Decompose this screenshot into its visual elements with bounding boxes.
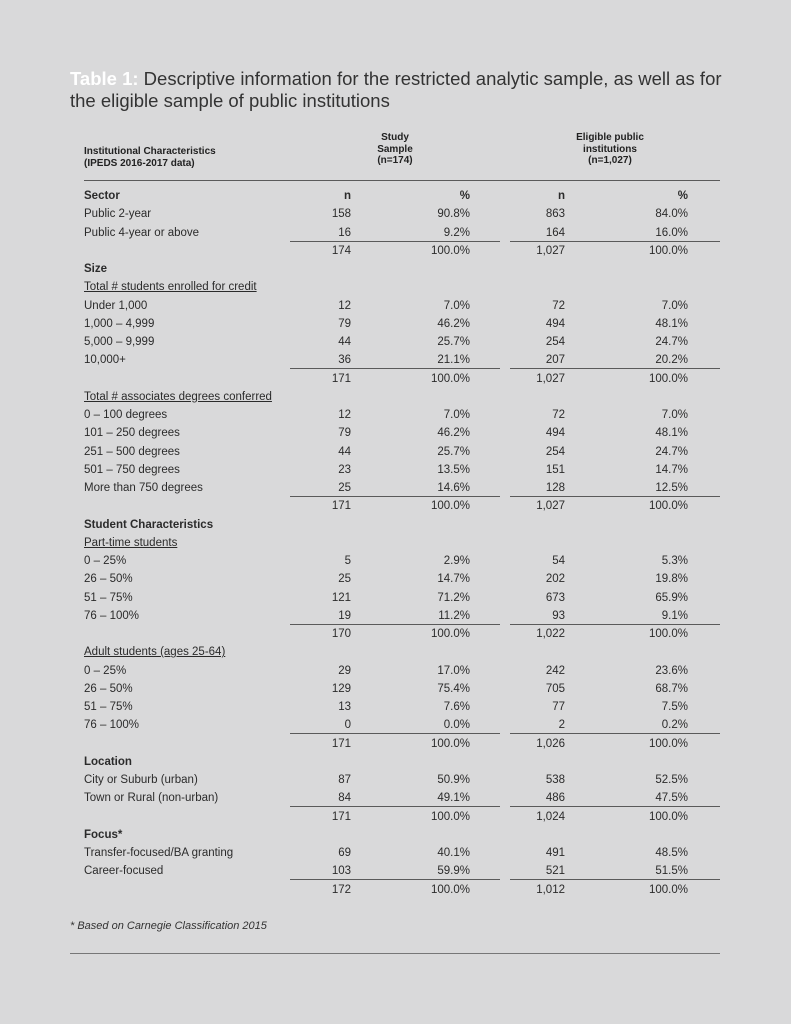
table-row	[0, 370, 791, 388]
row-label: Under 1,000	[84, 299, 148, 312]
cell-c1: 79	[338, 427, 351, 440]
table-row	[0, 297, 791, 315]
table-row	[0, 552, 791, 570]
cell-c4: 24.7%	[655, 445, 688, 458]
table-row	[0, 716, 791, 734]
cell-c4: 68.7%	[655, 682, 688, 695]
table-row	[0, 534, 791, 552]
cell-c2: 14.6%	[437, 482, 470, 494]
cell-c4: 84.0%	[655, 208, 688, 221]
cell-c3: 242	[545, 664, 565, 677]
cell-c1: 29	[338, 664, 351, 677]
row-label: 26 – 50%	[84, 573, 133, 586]
cell-c1: 170	[331, 628, 351, 640]
table-row	[0, 205, 791, 223]
cell-c1: 121	[331, 591, 351, 604]
cell-c4: 100.0%	[648, 372, 688, 385]
cell-c3: 1,027	[536, 372, 565, 385]
cell-c3: 1,024	[536, 810, 565, 823]
cell-c4: 100.0%	[648, 500, 688, 513]
cell-c2: 40.1%	[437, 847, 470, 859]
cell-c3: 254	[545, 445, 565, 458]
cell-c2: 7.6%	[443, 701, 470, 713]
cell-c2: 75.4%	[437, 682, 470, 695]
cell-c2: 7.0%	[443, 409, 470, 421]
cell-c3: 128	[545, 482, 565, 494]
cell-c1: 129	[331, 682, 351, 695]
cell-c1: 84	[338, 792, 351, 805]
cell-c3: 705	[545, 682, 565, 695]
row-label: City or Suburb (urban)	[84, 774, 198, 786]
cell-c3: 1,022	[536, 628, 565, 640]
table-row	[0, 789, 791, 807]
cell-c1: 19	[338, 609, 351, 622]
cell-c2: %	[459, 190, 470, 202]
cell-c3: 494	[545, 317, 565, 330]
cell-c1: 23	[338, 463, 351, 476]
cell-c1: 16	[338, 226, 351, 239]
header-divider	[84, 180, 720, 181]
column-header-characteristics-line1: Institutional Characteristics	[84, 146, 216, 157]
table-row	[0, 826, 791, 844]
cell-c2: 100.0%	[430, 810, 470, 823]
table-row	[0, 479, 791, 497]
row-label: Total # students enrolled for credit	[84, 281, 257, 294]
cell-c3: 673	[545, 591, 565, 604]
table-row	[0, 351, 791, 369]
table-row	[0, 607, 791, 625]
cell-c2: 2.9%	[443, 555, 470, 567]
column-header-eligible	[555, 132, 665, 167]
cell-c1: 36	[338, 354, 351, 367]
row-label: 26 – 50%	[84, 682, 133, 695]
row-label: Adult students (ages 25-64)	[84, 646, 226, 659]
table-row	[0, 698, 791, 716]
cell-c3: 1,026	[536, 737, 565, 750]
row-label: 10,000+	[84, 354, 126, 367]
column-header-characteristics	[84, 146, 216, 169]
cell-c1: 44	[338, 336, 351, 348]
row-label: 51 – 75%	[84, 591, 133, 604]
cell-c2: 71.2%	[437, 591, 470, 604]
table-row	[0, 278, 791, 296]
cell-c1: 103	[331, 865, 351, 878]
column-header-eligible-line1: Eligible public	[576, 132, 644, 143]
cell-c2: 100.0%	[430, 628, 470, 640]
cell-c4: 23.6%	[655, 664, 688, 677]
cell-c1: 0	[344, 719, 351, 732]
table-row	[0, 844, 791, 862]
table-title-label: Table 1:	[70, 68, 139, 89]
table-row	[0, 589, 791, 607]
cell-c1: 12	[338, 299, 351, 312]
cell-c4: 5.3%	[661, 555, 688, 567]
cell-c1: 171	[331, 372, 351, 385]
row-label: 0 – 25%	[84, 664, 127, 677]
column-header-study-line3: (n=174)	[377, 155, 413, 166]
column-header-study-line2: Sample	[377, 143, 413, 155]
cell-c4: 52.5%	[655, 774, 688, 786]
cell-c2: 0.0%	[443, 719, 470, 732]
table-title-text: Descriptive information for the restricted analytic sample, as well as for the eligible sample of public institutions	[70, 68, 722, 111]
cell-c3: 202	[545, 573, 565, 586]
table-row	[0, 771, 791, 789]
cell-c4: 100.0%	[648, 737, 688, 750]
cell-c4: 9.1%	[661, 609, 688, 622]
row-label: 101 – 250 degrees	[84, 427, 180, 440]
table-row	[0, 388, 791, 406]
cell-c3: 491	[545, 847, 565, 859]
cell-c2: 17.0%	[437, 664, 470, 677]
cell-c2: 59.9%	[437, 865, 470, 878]
cell-c1: 171	[331, 500, 351, 513]
row-label: Town or Rural (non-urban)	[84, 792, 219, 805]
cell-c3: 521	[545, 865, 565, 878]
cell-c3: 1,027	[536, 500, 565, 513]
cell-c1: 44	[338, 445, 351, 458]
cell-c2: 9.2%	[443, 226, 470, 239]
cell-c4: 20.2%	[655, 354, 688, 367]
cell-c3: n	[557, 190, 565, 202]
row-label: Location	[84, 755, 132, 768]
cell-c1: 25	[338, 482, 351, 494]
row-label: Career-focused	[84, 865, 164, 878]
cell-c3: 1,012	[536, 883, 565, 896]
row-label: Transfer-focused/BA granting	[84, 847, 234, 859]
cell-c2: 46.2%	[437, 317, 470, 330]
cell-c4: 14.7%	[655, 463, 688, 476]
cell-c2: 25.7%	[437, 336, 470, 348]
column-header-study-line1: Study	[381, 132, 409, 143]
row-label: 0 – 25%	[84, 555, 127, 567]
table-row	[0, 570, 791, 588]
cell-c4: 51.5%	[655, 865, 688, 878]
cell-c2: 100.0%	[430, 737, 470, 750]
cell-c1: 87	[338, 774, 351, 786]
row-label: More than 750 degrees	[84, 482, 203, 494]
table-row	[0, 881, 791, 899]
cell-c3: 54	[552, 555, 565, 567]
cell-c1: 25	[338, 573, 351, 586]
cell-c4: 100.0%	[648, 628, 688, 640]
table-row	[0, 333, 791, 351]
table-row	[0, 187, 791, 205]
cell-c1: 79	[338, 317, 351, 330]
cell-c4: 7.0%	[661, 409, 688, 421]
cell-c3: 72	[552, 299, 565, 312]
cell-c1: 171	[331, 737, 351, 750]
table-row	[0, 753, 791, 771]
cell-c3: 93	[552, 609, 565, 622]
cell-c3: 486	[545, 792, 565, 805]
row-label: 1,000 – 4,999	[84, 317, 155, 330]
cell-c2: 14.7%	[437, 573, 470, 586]
cell-c2: 90.8%	[437, 208, 470, 221]
cell-c1: 12	[338, 409, 351, 421]
cell-c1: 158	[331, 208, 351, 221]
row-label: Public 4-year or above	[84, 226, 200, 239]
cell-c1: n	[343, 190, 351, 202]
cell-c4: 0.2%	[661, 719, 688, 732]
cell-c2: 13.5%	[437, 463, 470, 476]
cell-c2: 25.7%	[437, 445, 470, 458]
cell-c4: 48.5%	[655, 847, 688, 859]
cell-c2: 11.2%	[438, 609, 470, 622]
cell-c3: 77	[552, 701, 565, 713]
table-row	[0, 242, 791, 260]
cell-c2: 21.1%	[437, 354, 470, 367]
row-label: Total # associates degrees conferred	[84, 390, 272, 403]
cell-c3: 2	[558, 719, 565, 732]
table-row	[0, 497, 791, 515]
row-label: 76 – 100%	[84, 609, 139, 622]
cell-c4: 12.5%	[655, 482, 688, 494]
table-row	[0, 443, 791, 461]
table-row	[0, 406, 791, 424]
cell-c3: 207	[545, 354, 565, 367]
cell-c4: 48.1%	[655, 427, 688, 440]
cell-c2: 100.0%	[430, 883, 470, 896]
table-row	[0, 224, 791, 242]
row-label: 5,000 – 9,999	[84, 336, 155, 348]
cell-c4: 48.1%	[655, 317, 688, 330]
cell-c4: 7.5%	[661, 701, 688, 713]
cell-c1: 174	[331, 244, 351, 257]
table-row	[0, 862, 791, 880]
table-row	[0, 260, 791, 278]
cell-c2: 7.0%	[443, 299, 470, 312]
row-label: 51 – 75%	[84, 701, 133, 713]
row-label: 251 – 500 degrees	[84, 445, 180, 458]
row-label: 76 – 100%	[84, 719, 139, 732]
table-row	[0, 461, 791, 479]
column-header-study-sample	[340, 132, 450, 167]
row-label: Sector	[84, 190, 120, 202]
row-label: Size	[84, 263, 108, 275]
row-label: 0 – 100 degrees	[84, 409, 168, 421]
column-header-eligible-line2: institutions	[583, 143, 637, 155]
row-label: Public 2-year	[84, 208, 152, 221]
table-row	[0, 735, 791, 753]
cell-c4: 65.9%	[655, 591, 688, 604]
row-label: Focus*	[84, 828, 123, 841]
table-row	[0, 516, 791, 534]
cell-c2: 49.1%	[437, 792, 470, 805]
cell-c4: 16.0%	[655, 226, 688, 239]
cell-c1: 5	[344, 555, 351, 567]
cell-c3: 538	[545, 774, 565, 786]
cell-c2: 100.0%	[430, 372, 470, 385]
table-row	[0, 315, 791, 333]
cell-c2: 50.9%	[437, 774, 470, 786]
cell-c1: 172	[331, 883, 351, 896]
table-title	[70, 68, 750, 112]
cell-c3: 254	[545, 336, 565, 348]
cell-c3: 151	[545, 463, 565, 476]
column-header-characteristics-line2: (IPEDS 2016-2017 data)	[84, 157, 195, 169]
column-header-eligible-line3: (n=1,027)	[588, 155, 632, 166]
cell-c2: 100.0%	[430, 244, 470, 257]
cell-c2: 46.2%	[437, 427, 470, 440]
row-label: Student Characteristics	[84, 518, 214, 531]
cell-c4: 24.7%	[655, 336, 688, 348]
cell-c3: 863	[545, 208, 565, 221]
footer-divider	[70, 953, 720, 954]
table-row	[0, 808, 791, 826]
table-row	[0, 680, 791, 698]
cell-c4: 100.0%	[648, 810, 688, 823]
cell-c3: 72	[552, 409, 565, 421]
cell-c4: %	[677, 190, 688, 202]
cell-c1: 13	[338, 701, 351, 713]
cell-c3: 164	[545, 226, 565, 239]
row-label: Part-time students	[84, 536, 178, 549]
cell-c3: 1,027	[536, 244, 565, 257]
cell-c4: 7.0%	[661, 299, 688, 312]
table-row	[0, 424, 791, 442]
table-row	[0, 643, 791, 661]
cell-c4: 47.5%	[655, 792, 688, 805]
cell-c4: 19.8%	[655, 573, 688, 586]
table-row	[0, 625, 791, 643]
cell-c1: 69	[338, 847, 351, 859]
cell-c2: 100.0%	[430, 500, 470, 513]
footnote: * Based on Carnegie Classification 2015	[70, 920, 267, 932]
row-label: 501 – 750 degrees	[84, 463, 180, 476]
table-row	[0, 662, 791, 680]
cell-c4: 100.0%	[648, 244, 688, 257]
cell-c4: 100.0%	[648, 883, 688, 896]
cell-c3: 494	[545, 427, 565, 440]
cell-c1: 171	[331, 810, 351, 823]
